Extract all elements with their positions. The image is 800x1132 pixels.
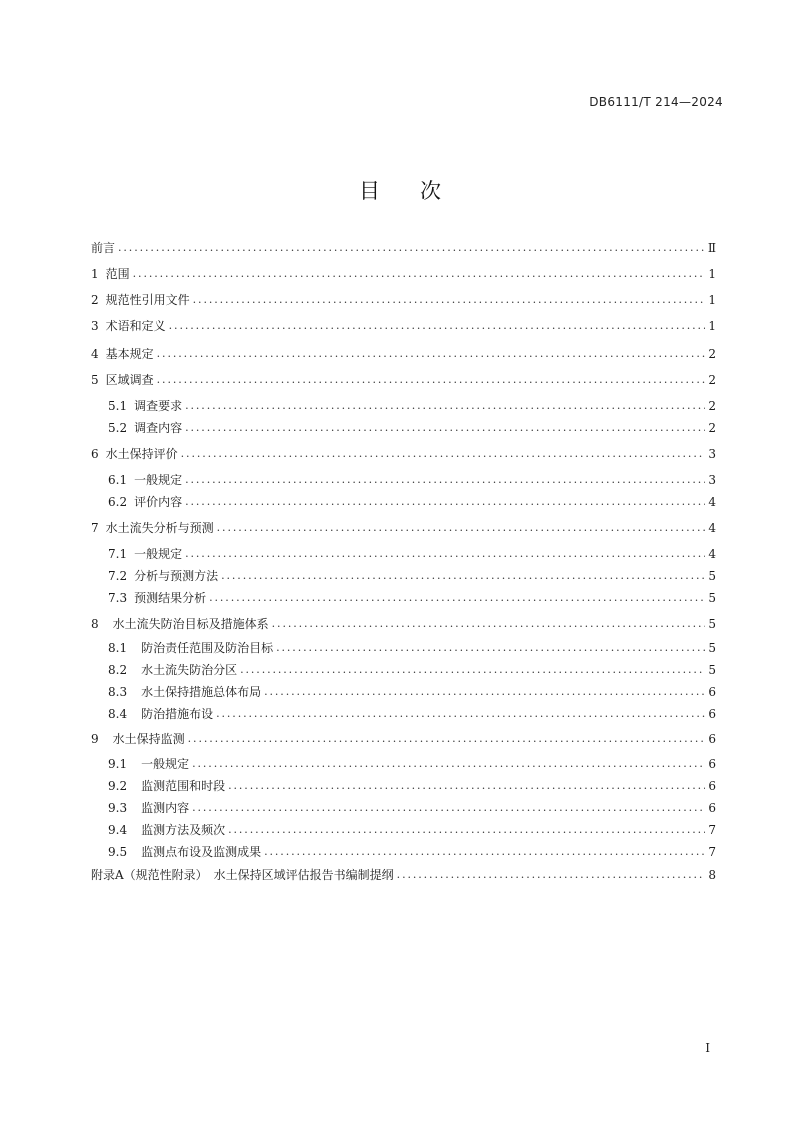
toc-entry-title: 监测点布设及监测成果 bbox=[141, 845, 262, 859]
toc-entry-title: 水土保持措施总体布局 bbox=[141, 685, 262, 699]
document-code: DB6111/T 214—2024 bbox=[589, 95, 723, 109]
toc-entry[interactable] bbox=[108, 589, 716, 607]
toc-entry-title: 评价内容 bbox=[134, 495, 183, 509]
toc-entry-title: 预测结果分析 bbox=[134, 591, 207, 605]
toc-entry[interactable] bbox=[108, 419, 716, 437]
toc-entry-title: 水土流失防治目标及措施体系 bbox=[112, 617, 269, 631]
toc-entry[interactable] bbox=[108, 567, 716, 585]
toc-entry-title: 防治责任范围及防治目标 bbox=[141, 641, 274, 655]
toc-entry-page: 6 bbox=[708, 801, 716, 815]
toc-entry-number: 4 bbox=[91, 347, 99, 361]
toc-entry-page: 5 bbox=[708, 591, 716, 605]
toc-entry-page: 4 bbox=[708, 495, 716, 509]
page-title-first-char: 目 bbox=[359, 179, 380, 203]
toc-leader-dots bbox=[228, 821, 705, 839]
toc-entry-title: 基本规定 bbox=[105, 347, 154, 361]
toc-entry-number: 8.3 bbox=[108, 685, 128, 699]
toc-entry-number: 9.2 bbox=[108, 779, 128, 793]
toc-leader-dots bbox=[193, 291, 705, 309]
toc-entry-number: 6 bbox=[91, 447, 99, 461]
toc-leader-dots bbox=[133, 265, 705, 283]
toc-entry-page: 3 bbox=[708, 473, 716, 487]
toc-leader-dots bbox=[185, 545, 705, 563]
toc-entry-number: 7.3 bbox=[108, 591, 128, 605]
toc-entry-page: 3 bbox=[708, 447, 716, 461]
toc-entry-title: 前言 bbox=[91, 241, 116, 255]
toc-entry-number: 8.1 bbox=[108, 641, 128, 655]
toc-entry[interactable] bbox=[108, 821, 716, 839]
toc-entry[interactable] bbox=[108, 545, 716, 563]
toc-entry-number: 5.2 bbox=[108, 421, 128, 435]
toc-entry-title: 附录A（规范性附录） 水土保持区域评估报告书编制提纲 bbox=[91, 868, 394, 882]
toc-entry-page: 6 bbox=[708, 685, 716, 699]
toc-entry-number: 9.4 bbox=[108, 823, 128, 837]
toc-entry-title: 范围 bbox=[105, 267, 130, 281]
toc-entry-page: 2 bbox=[708, 421, 716, 435]
toc-leader-dots bbox=[188, 730, 705, 748]
toc-entry-page: 5 bbox=[708, 663, 716, 677]
toc-entry-number: 5 bbox=[91, 373, 99, 387]
toc-entry-title: 一般规定 bbox=[141, 757, 190, 771]
toc-leader-dots bbox=[192, 755, 705, 773]
toc-entry[interactable] bbox=[91, 345, 716, 363]
toc-entry-page: 4 bbox=[708, 547, 716, 561]
toc-entry-page: 6 bbox=[708, 779, 716, 793]
toc-entry-number: 6.2 bbox=[108, 495, 128, 509]
toc-entry-title: 分析与预测方法 bbox=[134, 569, 219, 583]
toc-entry-number: 7.1 bbox=[108, 547, 128, 561]
toc-entry[interactable] bbox=[108, 777, 716, 795]
toc-entry-page: Ⅱ bbox=[707, 241, 716, 255]
toc-entry[interactable] bbox=[108, 397, 716, 415]
toc-entry[interactable] bbox=[91, 371, 716, 389]
toc-leader-dots bbox=[185, 493, 705, 511]
toc-entry-number: 1 bbox=[91, 267, 99, 281]
toc-leader-dots bbox=[264, 683, 705, 701]
toc-entry-page: 2 bbox=[708, 399, 716, 413]
toc-entry-page: 5 bbox=[708, 617, 716, 631]
toc-entry-page: 1 bbox=[708, 319, 716, 333]
toc-leader-dots bbox=[185, 419, 705, 437]
toc-entry-number: 9.1 bbox=[108, 757, 128, 771]
toc-entry-page: 8 bbox=[708, 868, 716, 882]
toc-entry-page: 7 bbox=[708, 823, 716, 837]
page-title bbox=[0, 175, 800, 205]
toc-entry[interactable] bbox=[108, 705, 716, 723]
toc-entry-title: 水土保持监测 bbox=[112, 732, 185, 746]
toc-entry-title: 监测范围和时段 bbox=[141, 779, 226, 793]
toc-entry-page: 2 bbox=[708, 347, 716, 361]
toc-entry-page: 2 bbox=[708, 373, 716, 387]
toc-entry-title: 水土流失分析与预测 bbox=[105, 521, 214, 535]
toc-entry-title: 调查要求 bbox=[134, 399, 183, 413]
toc-entry-title: 调查内容 bbox=[134, 421, 183, 435]
toc-entry-page: 5 bbox=[708, 569, 716, 583]
toc-entry-page: 1 bbox=[708, 293, 716, 307]
toc-entry[interactable] bbox=[108, 493, 716, 511]
toc-entry[interactable] bbox=[91, 519, 716, 537]
toc-entry-number: 9 bbox=[91, 732, 99, 746]
toc-entry-number: 7.2 bbox=[108, 569, 128, 583]
toc-entry-page: 6 bbox=[708, 707, 716, 721]
toc-entry-number: 9.5 bbox=[108, 845, 128, 859]
toc-entry[interactable] bbox=[91, 866, 716, 884]
toc-entry[interactable] bbox=[91, 291, 716, 309]
toc-entry-number: 8.2 bbox=[108, 663, 128, 677]
toc-entry[interactable] bbox=[91, 239, 716, 257]
toc-entry[interactable] bbox=[91, 445, 716, 463]
toc-leader-dots bbox=[228, 777, 705, 795]
toc-leader-dots bbox=[185, 471, 705, 489]
toc-entry[interactable] bbox=[108, 799, 716, 817]
toc-entry-title: 规范性引用文件 bbox=[105, 293, 190, 307]
toc-leader-dots bbox=[272, 615, 705, 633]
toc-entry[interactable] bbox=[91, 265, 716, 283]
toc-entry[interactable] bbox=[91, 317, 716, 335]
toc-leader-dots bbox=[181, 445, 705, 463]
toc-leader-dots bbox=[221, 567, 705, 585]
toc-entry-number: 3 bbox=[91, 319, 99, 333]
toc-leader-dots bbox=[185, 397, 705, 415]
toc-entry-title: 水土保持评价 bbox=[105, 447, 178, 461]
toc-entry-number: 2 bbox=[91, 293, 99, 307]
toc-entry-title: 监测方法及频次 bbox=[141, 823, 226, 837]
toc-entry[interactable] bbox=[91, 730, 716, 748]
toc-entry-page: 5 bbox=[708, 641, 716, 655]
toc-entry-title: 防治措施布设 bbox=[141, 707, 214, 721]
toc-entry-page: 6 bbox=[708, 757, 716, 771]
toc-entry-page: 6 bbox=[708, 732, 716, 746]
toc-entry[interactable] bbox=[108, 843, 716, 861]
page-title-second-char: 次 bbox=[420, 179, 441, 203]
toc-entry[interactable] bbox=[108, 755, 716, 773]
toc-leader-dots bbox=[209, 589, 705, 607]
toc-leader-dots bbox=[240, 661, 705, 679]
toc-entry-number: 6.1 bbox=[108, 473, 128, 487]
toc-entry-number: 8 bbox=[91, 617, 99, 631]
toc-entry-title: 区域调查 bbox=[105, 373, 154, 387]
toc-entry-title: 监测内容 bbox=[141, 801, 190, 815]
toc-entry[interactable] bbox=[108, 471, 716, 489]
toc-entry-page: 1 bbox=[708, 267, 716, 281]
toc-entry-page: 4 bbox=[708, 521, 716, 535]
toc-entry[interactable] bbox=[91, 615, 716, 633]
toc-entry-title: 水土流失防治分区 bbox=[141, 663, 238, 677]
toc-entry-title: 术语和定义 bbox=[105, 319, 166, 333]
toc-entry[interactable] bbox=[108, 639, 716, 657]
toc-entry-number: 9.3 bbox=[108, 801, 128, 815]
toc-leader-dots bbox=[216, 705, 705, 723]
toc-leader-dots bbox=[192, 799, 705, 817]
toc-leader-dots bbox=[169, 317, 705, 335]
toc-leader-dots bbox=[264, 843, 705, 861]
toc-leader-dots bbox=[217, 519, 705, 537]
toc-entry[interactable] bbox=[108, 661, 716, 679]
toc-entry-number: 5.1 bbox=[108, 399, 128, 413]
toc-entry[interactable] bbox=[108, 683, 716, 701]
toc-entry-page: 7 bbox=[708, 845, 716, 859]
toc-leader-dots bbox=[276, 639, 705, 657]
toc-entry-number: 8.4 bbox=[108, 707, 128, 721]
toc-entry-title: 一般规定 bbox=[134, 547, 183, 561]
toc-leader-dots bbox=[157, 371, 705, 389]
page-number: I bbox=[705, 1041, 710, 1055]
toc-leader-dots bbox=[157, 345, 705, 363]
toc-entry-number: 7 bbox=[91, 521, 99, 535]
toc-leader-dots bbox=[397, 866, 705, 884]
toc-leader-dots bbox=[118, 239, 705, 257]
toc-entry-title: 一般规定 bbox=[134, 473, 183, 487]
